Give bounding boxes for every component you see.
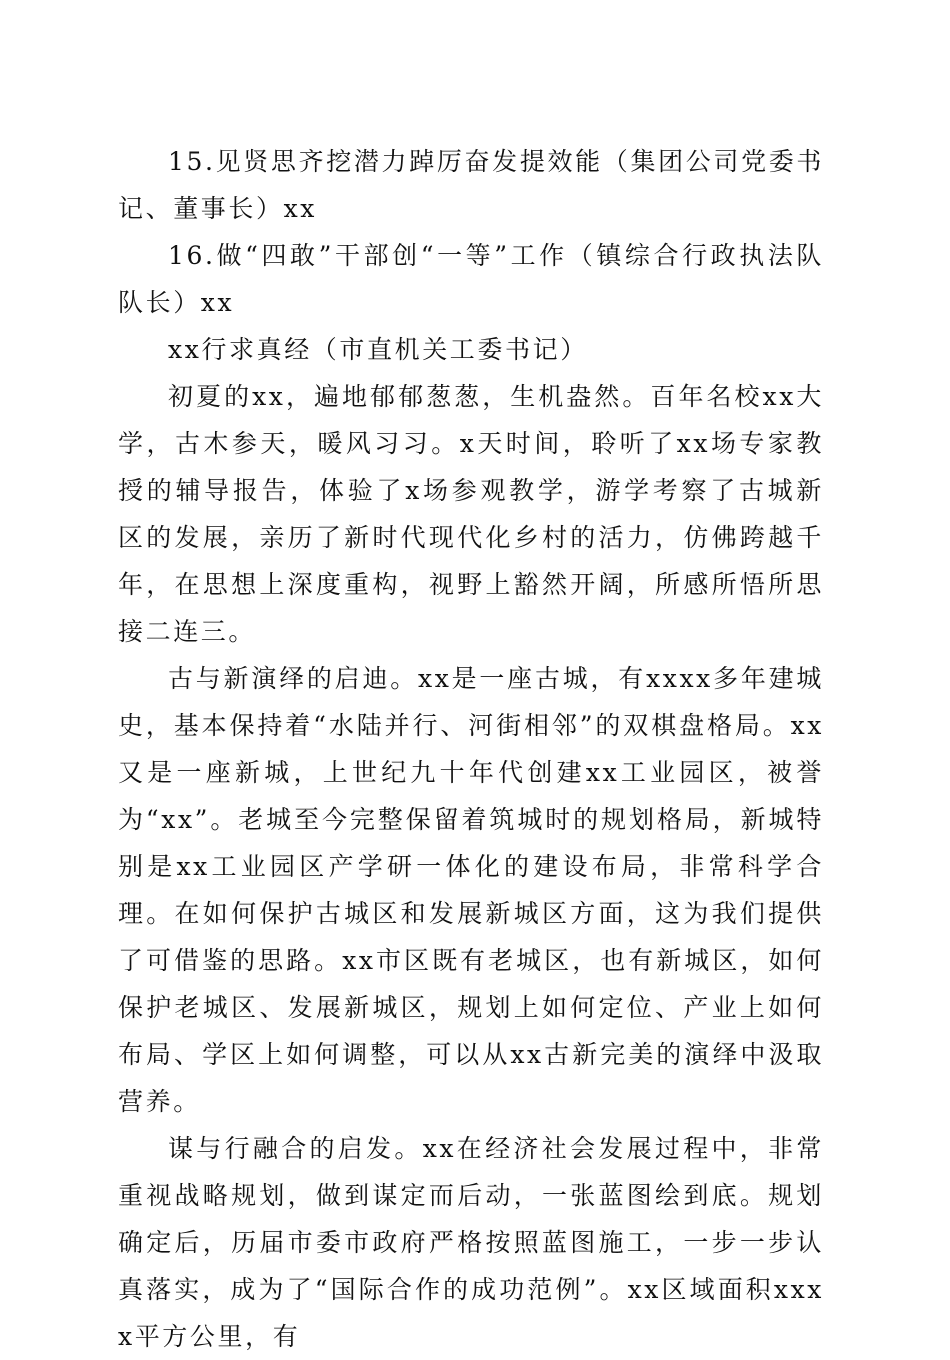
paragraph-intro: 初夏的xx，遍地郁郁葱葱，生机盎然。百年名校xx大学，古木参天，暖风习习。x天时间，聆听了xx场专家教授的辅导报告，体验了x场参观教学，游学考察了古城新区的发展，亲历了新时代现代化乡村的活力，仿佛跨越千年，在思想上深度重构，视野上豁然开阔，所感所悟所思接二连三。 [118, 382, 824, 646]
paragraph-plan-and-action: 谋与行融合的启发。xx在经济社会发展过程中，非常重视战略规划，做到谋定而后动，一张蓝图绘到底。规划确定后，历届市委市政府严格按照蓝图施工，一步一步认真落实，成为了“国际合作的成功范例”。xx区域面积xxxx平方公里，有 [118, 1134, 824, 1351]
document-body [118, 138, 824, 1360]
paragraph-item-16: 16.做“四敢”干部创“一等”工作（镇综合行政执法队队长）xx [118, 241, 824, 317]
article-title: xx行求真经（市直机关工委书记） [168, 335, 588, 364]
paragraph-item-15: 15.见贤思齐挖潜力踔厉奋发提效能（集团公司党委书记、董事长）xx [118, 147, 824, 223]
paragraph-old-and-new: 古与新演绎的启迪。xx是一座古城，有xxxx多年建城史，基本保持着“水陆并行、河街相邻”的双棋盘格局。xx又是一座新城，上世纪九十年代创建xx工业园区，被誉为“xx”。老城至今完整保留着筑城时的规划格局，新城特别是xx工业园区产学研一体化的建设布局，非常科学合理。在如何保护古城区和发展新城区方面，这为我们提供了可借鉴的思路。xx市区既有老城区，也有新城区，如何保护老城区、发展新城区，规划上如何定位、产业上如何布局、学区上如何调整，可以从xx古新完美的演绎中汲取营养。 [118, 664, 824, 1116]
